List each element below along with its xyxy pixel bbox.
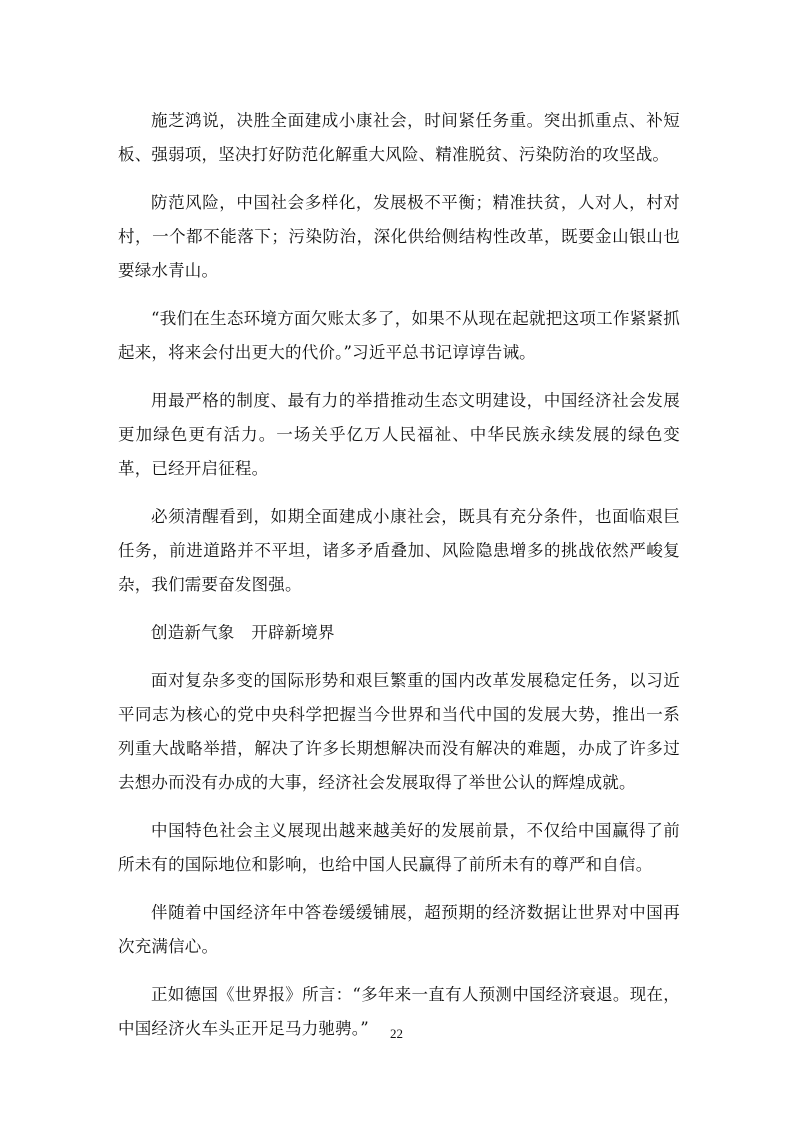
paragraph: 防范风险，中国社会多样化，发展极不平衡；精准扶贫，人对人，村对村，一个都不能落下；污染防治，深化供给侧结构性改革，既要金山银山也要绿水青山。	[118, 193, 680, 280]
paragraph: 用最严格的制度、最有力的举措推动生态文明建设，中国经济社会发展更加绿色更有活力。一场关乎亿万人民福祉、中华民族永续发展的绿色变革，已经开启征程。	[118, 391, 680, 478]
paragraph: “我们在生态环境方面欠账太多了，如果不从现在起就把这项工作紧紧抓起来，将来会付出更大的代价。”习近平总书记谆谆告诫。	[118, 309, 680, 362]
page-number: 22	[390, 1026, 403, 1041]
section-subheading: 创造新气象 开辟新境界	[151, 623, 335, 642]
paragraph: 必须清醒看到，如期全面建成小康社会，既具有充分条件，也面临艰巨任务，前进道路并不平坦，诸多矛盾叠加、风险隐患增多的挑战依然严峻复杂，我们需要奋发图强。	[118, 507, 680, 594]
paragraph: 伴随着中国经济年中答卷缓缓铺展，超预期的经济数据让世界对中国再次充满信心。	[118, 903, 680, 956]
document-body	[118, 104, 680, 1060]
paragraph: 施芝鸿说，决胜全面建成小康社会，时间紧任务重。突出抓重点、补短板、强弱项，坚决打好防范化解重大风险、精准脱贫、污染防治的攻坚战。	[118, 111, 680, 164]
paragraph: 正如德国《世界报》所言：“多年来一直有人预测中国经济衰退。现在，中国经济火车头正开足马力驰骋。”	[118, 985, 680, 1038]
paragraph: 中国特色社会主义展现出越来越美好的发展前景，不仅给中国赢得了前所未有的国际地位和影响，也给中国人民赢得了前所未有的尊严和自信。	[118, 821, 680, 874]
paragraph: 面对复杂多变的国际形势和艰巨繁重的国内改革发展稳定任务，以习近平同志为核心的党中央科学把握当今世界和当代中国的发展大势，推出一系列重大战略举措，解决了许多长期想解决而没有解决的难题，办成了许多过去想办而没有办成的大事，经济社会发展取得了举世公认的辉煌成就。	[118, 671, 680, 792]
